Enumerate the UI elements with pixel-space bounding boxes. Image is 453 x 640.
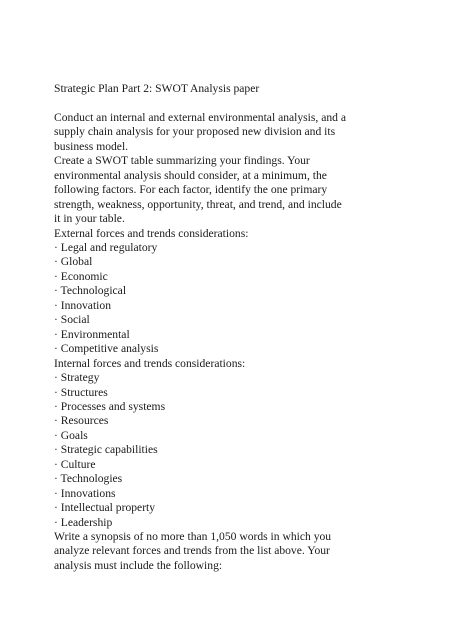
list-item: · Global (54, 255, 93, 269)
intro-line: it in your table. (54, 212, 125, 226)
list-item: · Strategic capabilities (54, 443, 158, 457)
document-body (54, 82, 404, 573)
document-title: Strategic Plan Part 2: SWOT Analysis paper (54, 82, 260, 95)
list-item: · Economic (54, 269, 108, 283)
list-item: · Intellectual property (54, 501, 156, 515)
intro-line: strength, weakness, opportunity, threat, and trend, and include (54, 197, 342, 211)
list-item: · Strategy (54, 371, 100, 385)
list-item: · Goals (54, 428, 88, 442)
external-list (54, 241, 404, 357)
list-item: · Culture (54, 457, 96, 471)
list-item: · Legal and regulatory (54, 240, 158, 254)
list-item: · Innovations (54, 486, 116, 500)
internal-list (54, 371, 404, 530)
intro-line: environmental analysis should consider, at a minimum, the (54, 168, 327, 182)
list-item: · Innovation (54, 298, 111, 312)
intro-line: Create a SWOT table summarizing your findings. Your (54, 154, 310, 168)
list-item: · Leadership (54, 515, 113, 529)
closing-line: analyze relevant forces and trends from the list above. Your (54, 544, 330, 558)
intro-paragraph (54, 111, 404, 227)
list-item: · Technologies (54, 472, 123, 486)
list-item: · Structures (54, 385, 108, 399)
external-heading: External forces and trends considerations: (54, 226, 249, 240)
closing-line: analysis must include the following: (54, 558, 223, 572)
intro-line: Conduct an internal and external environmental analysis, and a (54, 110, 347, 124)
blank-line (54, 96, 404, 110)
internal-heading: Internal forces and trends considerations: (54, 356, 246, 370)
list-item: · Competitive analysis (54, 342, 159, 356)
closing-paragraph (54, 530, 404, 573)
list-item: · Technological (54, 284, 127, 298)
list-item: · Processes and systems (54, 399, 166, 413)
list-item: · Environmental (54, 327, 130, 341)
intro-line: following factors. For each factor, identify the one primary (54, 183, 328, 197)
list-item: · Resources (54, 414, 109, 428)
intro-line: business model. (54, 139, 129, 153)
list-item: · Social (54, 313, 90, 327)
closing-line: Write a synopsis of no more than 1,050 words in which you (54, 530, 332, 544)
intro-line: supply chain analysis for your proposed new division and its (54, 125, 336, 139)
